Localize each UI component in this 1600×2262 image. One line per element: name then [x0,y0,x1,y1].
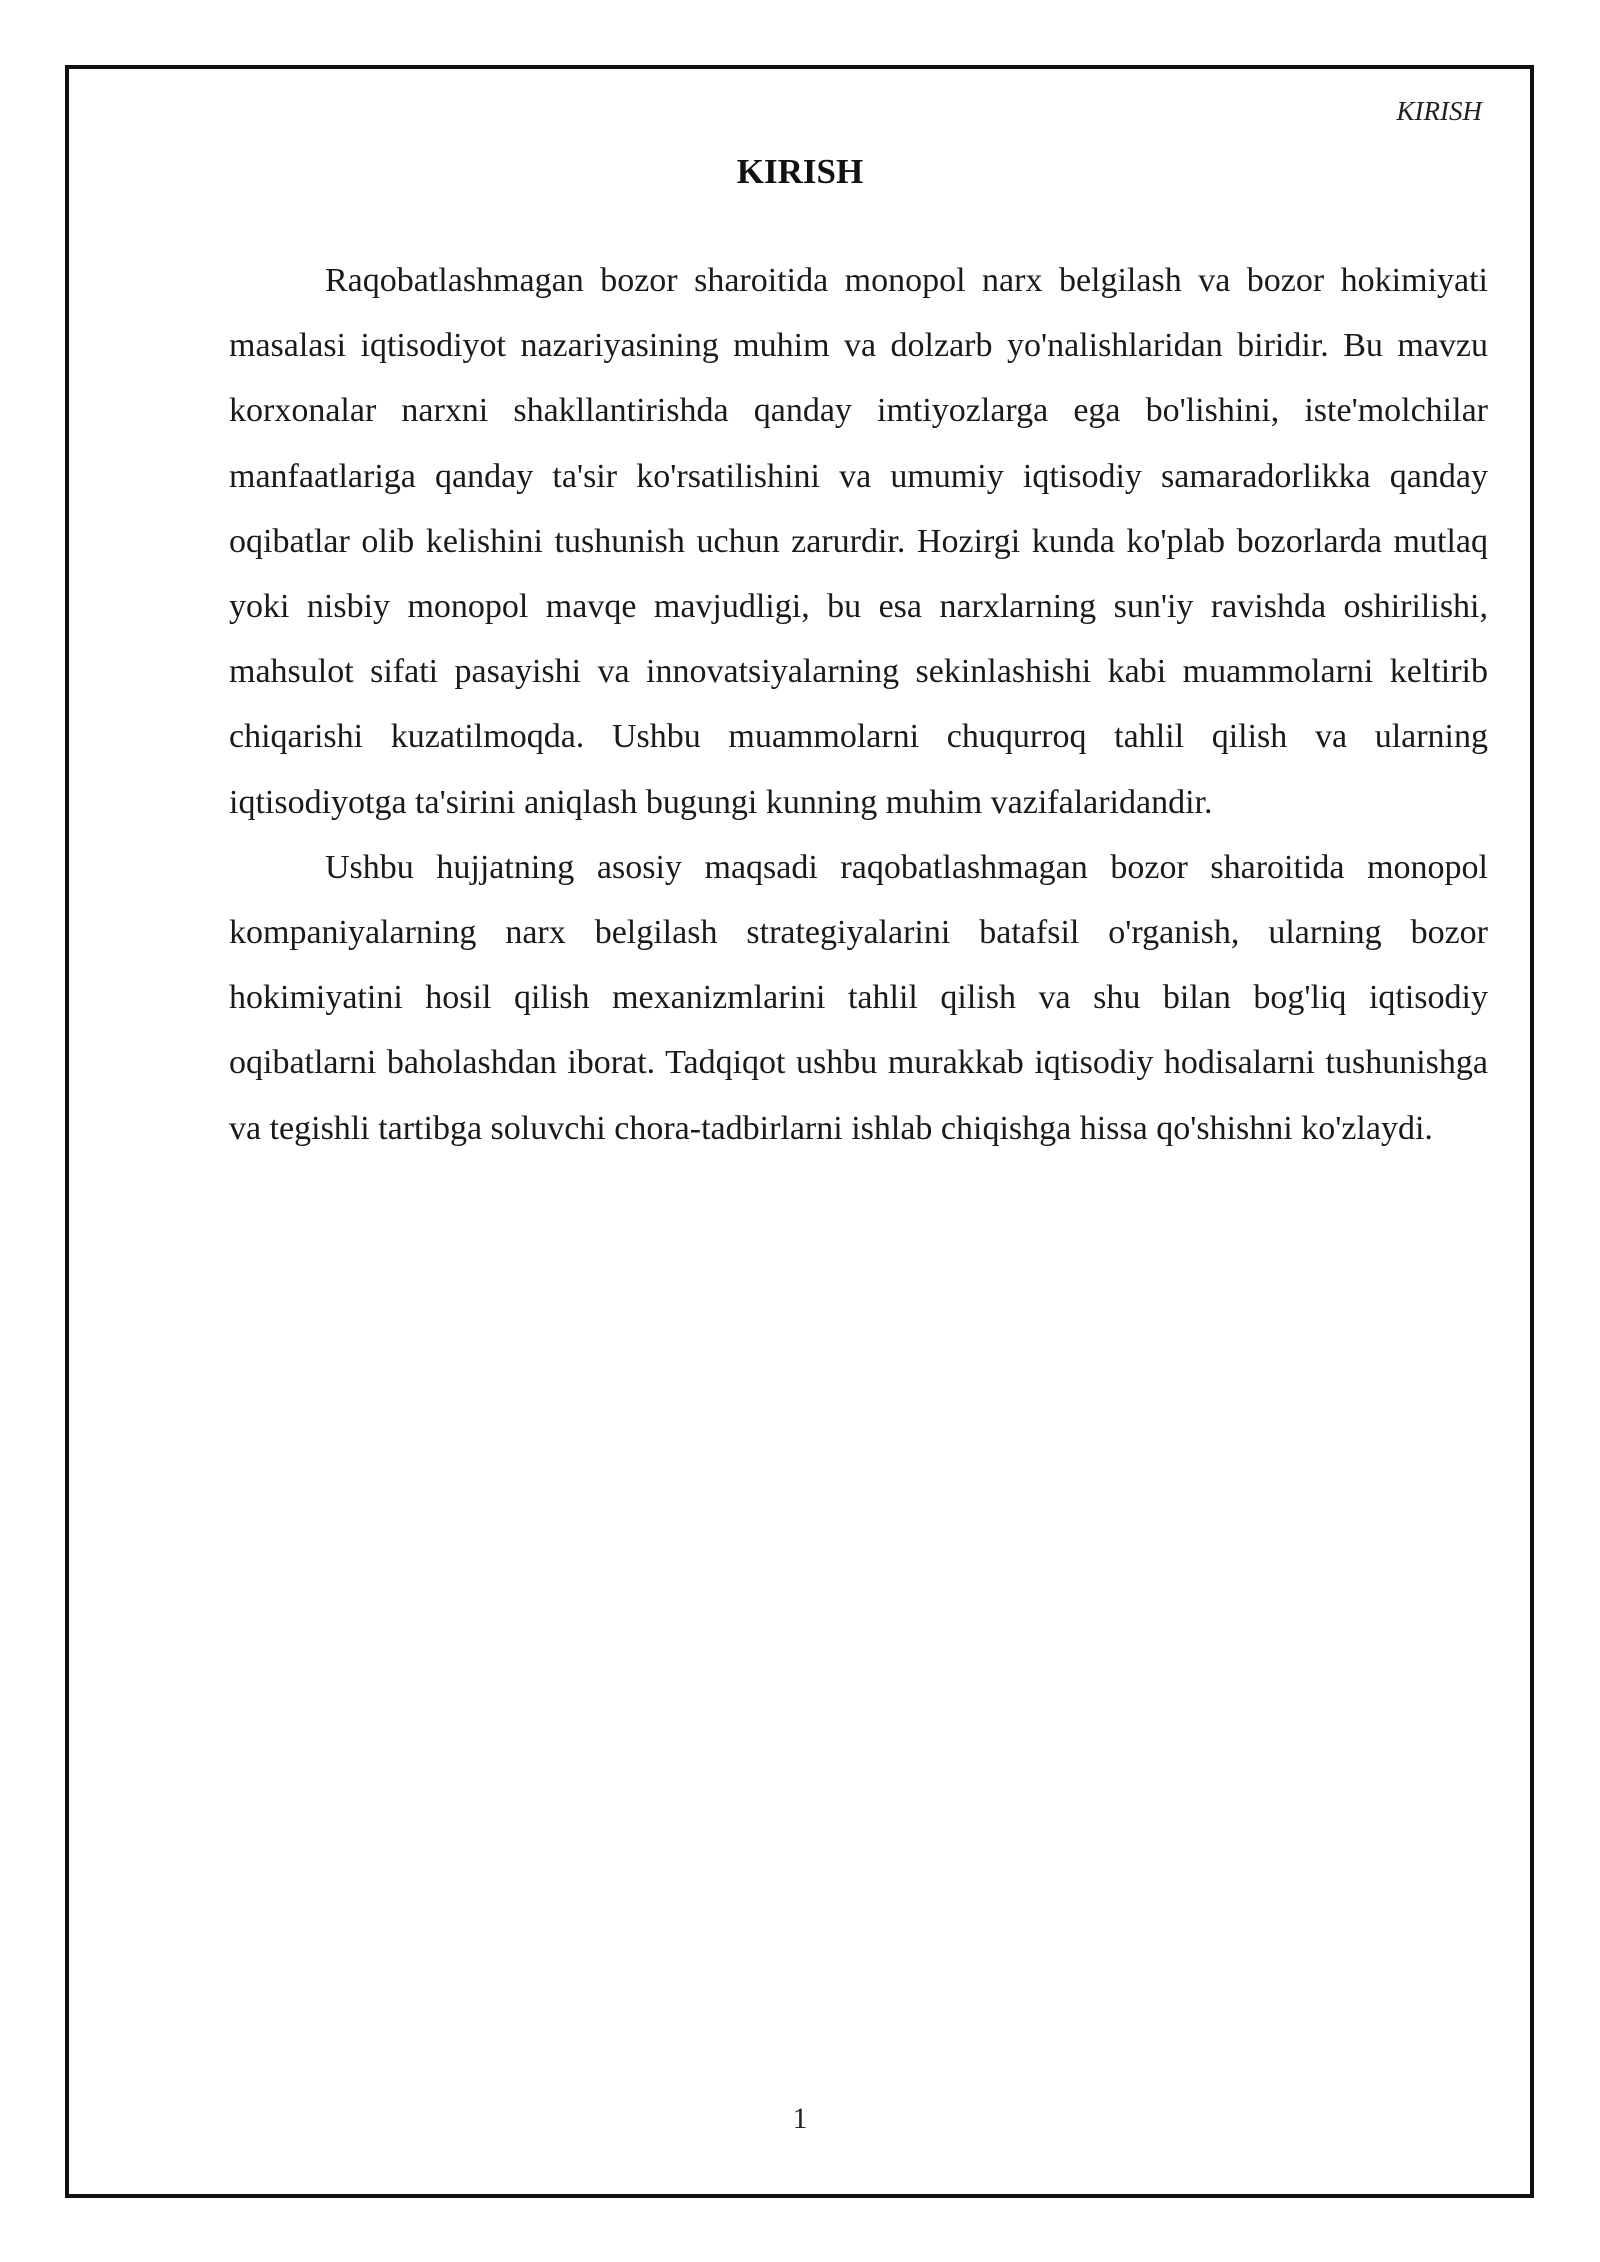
running-header: KIRISH [1396,96,1482,126]
page-number: 1 [792,2102,808,2135]
paragraph-2: Ushbu hujjatning asosiy maqsadi raqobatlashmagan bozor sharoitida monopol kompaniyalarning narx belgilash strategiyalarini batafsil o'rganish, ularning bozor hokimiyatini hosil qilish mexanizmlarini tahlil qilish va shu bilan bog'liq iqtisodiy oqibatlarni baholashdan iborat. Tadqiqot ushbu murakkab iqtisodiy hodisalarni tushunishga va tegishli tartibga soluvchi chora-tadbirlarni ishlab chiqishga hissa qo'shishni ko'zlaydi. [229,848,1488,1147]
page-title: KIRISH [736,152,864,191]
paragraph-1: Raqobatlashmagan bozor sharoitida monopol narx belgilash va bozor hokimiyati masalasi iqtisodiyot nazariyasining muhim va dolzarb yo'nalishlaridan biridir. Bu mavzu korxonalar narxni shakllantirishda qanday imtiyozlarga ega bo'lishini, iste'molchilar manfaatlariga qanday ta'sir ko'rsatilishini va umumiy iqtisodiy samaradorlikka qanday oqibatlar olib kelishini tushunish uchun zarurdir. Hozirgi kunda ko'plab bozorlarda mutlaq yoki nisbiy monopol mavqe mavjudligi, bu esa narxlarning sun'iy ravishda oshirilishi, mahsulot sifati pasayishi va innovatsiyalarning sekinlashishi kabi muammolarni keltirib chiqarishi kuzatilmoqda. Ushbu muammolarni chuqurroq tahlil qilish va ularning iqtisodiyotga ta'sirini aniqlash bugungi kunning muhim vazifalaridandir. [229,262,1488,821]
body-text [229,248,1488,1161]
